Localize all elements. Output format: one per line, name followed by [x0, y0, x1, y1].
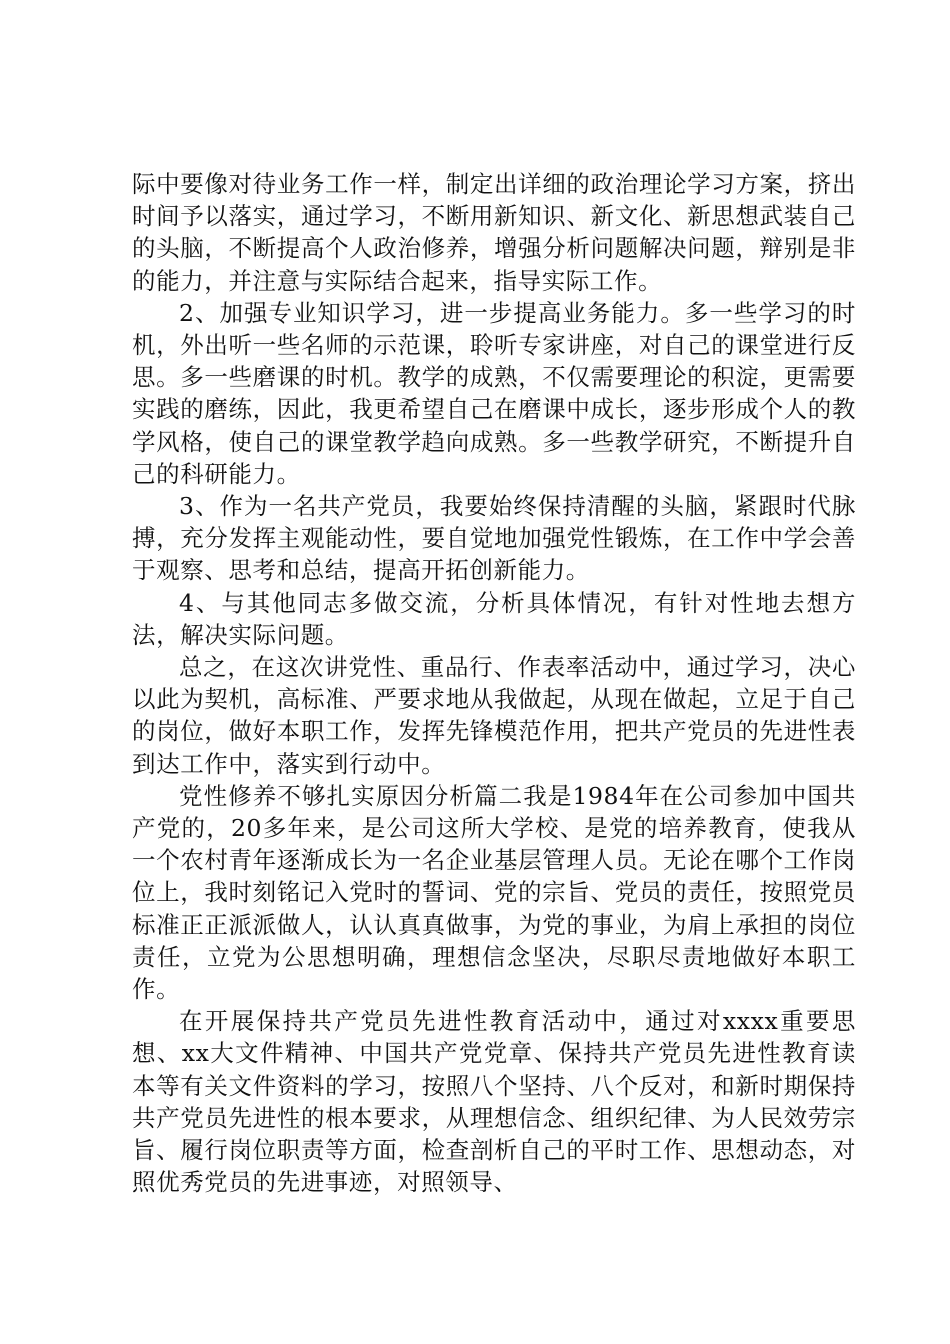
paragraph-item-4: 4、与其他同志多做交流，分析具体情况，有针对性地去想方法，解决实际问题。	[132, 588, 856, 649]
paragraph-summary: 总之，在这次讲党性、重品行、作表率活动中，通过学习，决心以此为契机，高标准、严要求地从我做起，从现在做起，立足于自己的岗位，做好本职工作，发挥先锋模范作用，把共产党员的先进性表到达工作中，落实到行动中。	[132, 653, 856, 778]
paragraph-continuation: 际中要像对待业务工作一样，制定出详细的政治理论学习方案，挤出时间予以落实，通过学习，不断用新知识、新文化、新思想武装自己的头脑，不断提高个人政治修养，增强分析问题解决问题，辩别是非的能力，并注意与实际结合起来，指导实际工作。	[132, 170, 856, 295]
paragraph-education-activity: 在开展保持共产党员先进性教育活动中，通过对xxxx重要思想、xx大文件精神、中国共产党党章、保持共产党员先进性教育读本等有关文件资料的学习，按照八个坚持、八个反对，和新时期保持共产党员先进性的根本要求，从理想信念、组织纪律、为人民效劳宗旨、履行岗位职责等方面，检查剖析自己的平时工作、思想动态，对照优秀党员的先进事迹，对照领导、	[132, 1007, 856, 1197]
document-body	[132, 168, 856, 1199]
paragraph-part-two: 党性修养不够扎实原因分析篇二我是1984年在公司参加中国共产党的，20多年来，是公司这所大学校、是党的培养教育，使我从一个农村青年逐渐成长为一名企业基层管理人员。无论在哪个工作岗位上，我时刻铭记入党时的誓词、党的宗旨、党员的责任，按照党员标准正正派派做人，认认真真做事，为党的事业，为肩上承担的岗位责任，立党为公思想明确，理想信念坚决，尽职尽责地做好本职工作。	[132, 781, 856, 1004]
paragraph-item-3: 3、作为一名共产党员，我要始终保持清醒的头脑，紧跟时代脉搏，充分发挥主观能动性，要自觉地加强党性锻炼，在工作中学会善于观察、思考和总结，提高开拓创新能力。	[132, 492, 856, 585]
paragraph-item-2: 2、加强专业知识学习，进一步提高业务能力。多一些学习的时机，外出听一些名师的示范课，聆听专家讲座，对自己的课堂进行反思。多一些磨课的时机。教学的成熟，不仅需要理论的积淀，更需要实践的磨练，因此，我更希望自己在磨课中成长，逐步形成个人的教学风格，使自己的课堂教学趋向成熟。多一些教学研究，不断提升自己的科研能力。	[132, 298, 856, 488]
